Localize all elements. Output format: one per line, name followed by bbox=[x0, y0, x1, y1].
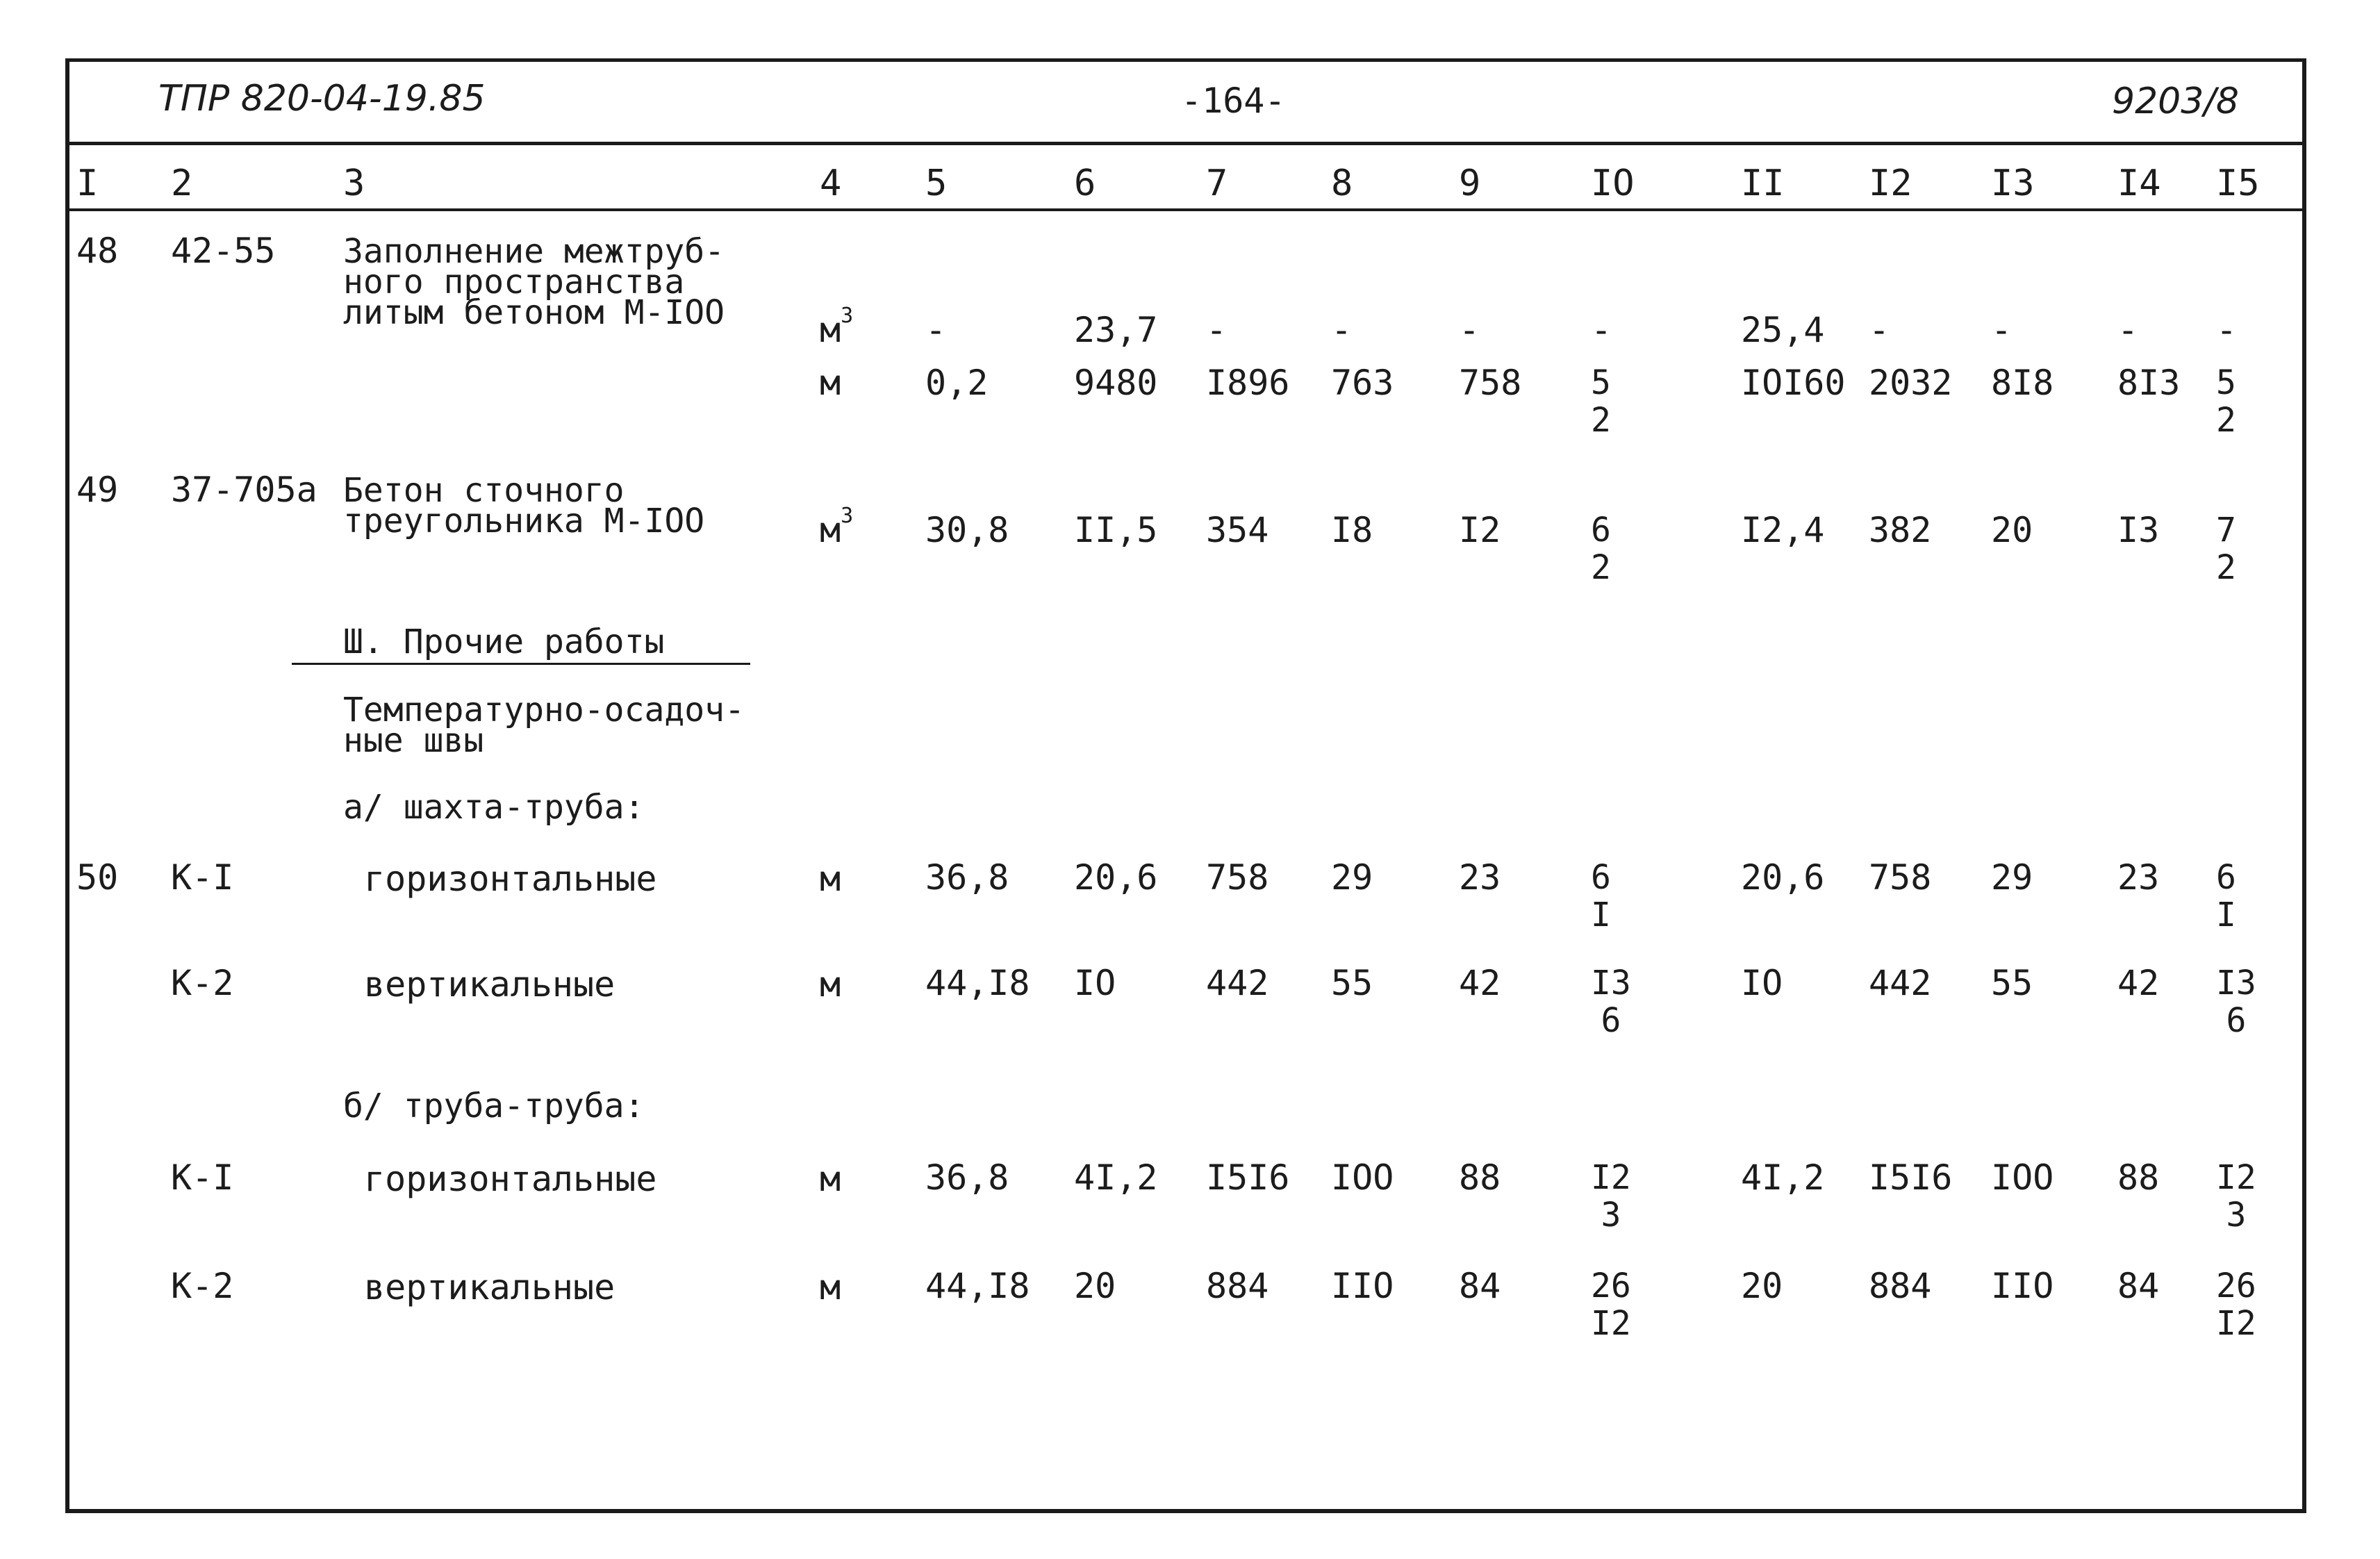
row-description: Заполнение межтруб- ного пространства литым бетоном М-IOO bbox=[343, 232, 725, 332]
value-cell-c10: 6 I bbox=[1591, 858, 1611, 934]
value-cell-c14: 84 bbox=[2117, 1266, 2160, 1306]
value-cell-c8: 763 bbox=[1331, 363, 1394, 403]
column-number: 4 bbox=[820, 163, 842, 204]
value-cell-c11: I2,4 bbox=[1741, 510, 1825, 550]
value-cell-c7: - bbox=[1206, 310, 1228, 350]
value-cell-c12: 382 bbox=[1869, 510, 1932, 550]
sheet-code: 9203/8 bbox=[2112, 81, 2239, 122]
column-header-rule bbox=[65, 208, 2306, 211]
value-cell-c5: 36,8 bbox=[925, 1157, 1009, 1198]
value-cell-c7: 758 bbox=[1206, 857, 1269, 898]
value-cell-c5: 44,I8 bbox=[925, 1266, 1030, 1306]
value-cell-c15: I2 3 bbox=[2216, 1158, 2256, 1235]
unit-cell bbox=[820, 504, 854, 550]
column-number: IO bbox=[1591, 163, 1635, 204]
value-cell-c8: 29 bbox=[1331, 857, 1373, 898]
value-cell-c9: 42 bbox=[1459, 963, 1501, 1003]
value-cell-c5: 30,8 bbox=[925, 510, 1009, 550]
value-cell-c10: I2 3 bbox=[1591, 1158, 1631, 1235]
value-cell-c9: 23 bbox=[1459, 857, 1501, 898]
value-cell-c15: 5 2 bbox=[2216, 363, 2236, 440]
value-cell-c8: 55 bbox=[1331, 963, 1373, 1003]
value-cell-c9: - bbox=[1459, 310, 1480, 350]
value-cell-c12: I5I6 bbox=[1869, 1157, 1953, 1198]
value-cell-c13: - bbox=[1991, 310, 2013, 350]
value-cell-c5: - bbox=[925, 310, 947, 350]
value-cell-c5: 0,2 bbox=[925, 363, 989, 403]
row-code: К-I bbox=[171, 1157, 234, 1198]
value-cell-c10: 6 2 bbox=[1591, 511, 1611, 587]
value-cell-c6: 20 bbox=[1074, 1266, 1116, 1306]
value-cell-c14: 88 bbox=[2117, 1157, 2160, 1198]
group-b-title: б/ труба-труба: bbox=[343, 1087, 645, 1125]
row-number: 49 bbox=[76, 470, 119, 510]
document-code: ТПР 820-04-19.85 bbox=[158, 78, 486, 119]
column-number: 3 bbox=[343, 163, 365, 204]
value-cell-c15: 7 2 bbox=[2216, 511, 2236, 587]
value-cell-c9: 758 bbox=[1459, 363, 1522, 403]
value-cell-c5: 44,I8 bbox=[925, 963, 1030, 1003]
value-cell-c15: 6 I bbox=[2216, 858, 2236, 934]
value-cell-c11: 20 bbox=[1741, 1266, 1783, 1306]
value-cell-c14: 8I3 bbox=[2117, 363, 2181, 403]
row-description: Бетон сточного треугольника М-IOO bbox=[343, 471, 705, 541]
unit-cell bbox=[820, 964, 841, 1005]
value-cell-c8: I8 bbox=[1331, 510, 1373, 550]
section-title: Ш. Прочие работы bbox=[343, 622, 665, 661]
value-cell-c10: I3 6 bbox=[1591, 964, 1631, 1040]
value-cell-c11: 4I,2 bbox=[1741, 1157, 1825, 1198]
row-description: вертикальные bbox=[364, 1267, 615, 1308]
column-number: 7 bbox=[1206, 163, 1228, 204]
column-number: 5 bbox=[925, 163, 948, 204]
value-cell-c10: 26 I2 bbox=[1591, 1267, 1631, 1343]
column-number: I3 bbox=[1991, 163, 2035, 204]
header-rule bbox=[65, 142, 2306, 145]
row-description: вертикальные bbox=[364, 964, 615, 1005]
value-cell-c8: IIO bbox=[1331, 1266, 1394, 1306]
value-cell-c14: - bbox=[2117, 310, 2139, 350]
value-cell-c8: IOO bbox=[1331, 1157, 1394, 1198]
value-cell-c13: 20 bbox=[1991, 510, 2033, 550]
unit-cell bbox=[820, 363, 841, 403]
value-cell-c6: 9480 bbox=[1074, 363, 1158, 403]
column-number: 9 bbox=[1459, 163, 1481, 204]
value-cell-c15: - bbox=[2216, 310, 2238, 350]
value-cell-c12: 2032 bbox=[1869, 363, 1953, 403]
row-description: горизонтальные bbox=[364, 859, 657, 899]
unit-text: м bbox=[820, 964, 841, 1005]
row-number: 50 bbox=[76, 857, 119, 898]
value-cell-c6: II,5 bbox=[1074, 510, 1158, 550]
value-cell-c7: I896 bbox=[1206, 363, 1290, 403]
unit-text: м bbox=[820, 310, 841, 350]
unit-text: м bbox=[820, 1159, 841, 1199]
row-code: К-I bbox=[171, 857, 234, 898]
value-cell-c5: 36,8 bbox=[925, 857, 1009, 898]
value-cell-c9: I2 bbox=[1459, 510, 1501, 550]
column-number: II bbox=[1741, 163, 1785, 204]
value-cell-c13: IIO bbox=[1991, 1266, 2054, 1306]
value-cell-c7: I5I6 bbox=[1206, 1157, 1290, 1198]
value-cell-c12: 442 bbox=[1869, 963, 1932, 1003]
unit-cell bbox=[820, 1159, 841, 1199]
value-cell-c7: 442 bbox=[1206, 963, 1269, 1003]
value-cell-c14: 42 bbox=[2117, 963, 2160, 1003]
value-cell-c6: 4I,2 bbox=[1074, 1157, 1158, 1198]
value-cell-c13: IOO bbox=[1991, 1157, 2054, 1198]
unit-text: м bbox=[820, 859, 841, 899]
value-cell-c14: 23 bbox=[2117, 857, 2160, 898]
value-cell-c12: - bbox=[1869, 310, 1890, 350]
group-a-title: а/ шахта-труба: bbox=[343, 788, 645, 827]
value-cell-c11: 25,4 bbox=[1741, 310, 1825, 350]
value-cell-c15: I3 6 bbox=[2216, 964, 2256, 1040]
section-title-underline bbox=[292, 663, 750, 665]
unit-cell bbox=[820, 1267, 841, 1308]
value-cell-c15: 26 I2 bbox=[2216, 1267, 2256, 1343]
unit-superscript: 3 bbox=[841, 504, 854, 528]
column-number: 2 bbox=[171, 163, 193, 204]
page-number: -164- bbox=[1181, 81, 1286, 121]
value-cell-c8: - bbox=[1331, 310, 1353, 350]
value-cell-c11: IOI60 bbox=[1741, 363, 1846, 403]
column-number: 6 bbox=[1074, 163, 1096, 204]
row-code: К-2 bbox=[171, 1266, 234, 1306]
column-number: I4 bbox=[2117, 163, 2161, 204]
value-cell-c7: 884 bbox=[1206, 1266, 1269, 1306]
value-cell-c10: 5 2 bbox=[1591, 363, 1611, 440]
value-cell-c11: 20,6 bbox=[1741, 857, 1825, 898]
row-number: 48 bbox=[76, 231, 119, 271]
row-description: горизонтальные bbox=[364, 1159, 657, 1199]
column-number: 8 bbox=[1331, 163, 1353, 204]
unit-text: м bbox=[820, 363, 841, 403]
row-code: 37-705а bbox=[171, 470, 317, 510]
value-cell-c9: 88 bbox=[1459, 1157, 1501, 1198]
value-cell-c12: 884 bbox=[1869, 1266, 1932, 1306]
unit-text: м bbox=[820, 510, 841, 550]
value-cell-c6: 23,7 bbox=[1074, 310, 1158, 350]
column-number: I bbox=[76, 163, 99, 204]
value-cell-c13: 55 bbox=[1991, 963, 2033, 1003]
value-cell-c10: - bbox=[1591, 310, 1612, 350]
unit-cell bbox=[820, 859, 841, 899]
unit-superscript: 3 bbox=[841, 304, 854, 328]
unit-cell bbox=[820, 304, 854, 350]
value-cell-c14: I3 bbox=[2117, 510, 2160, 550]
value-cell-c6: IO bbox=[1074, 963, 1116, 1003]
value-cell-c13: 29 bbox=[1991, 857, 2033, 898]
column-number: I2 bbox=[1869, 163, 1912, 204]
unit-text: м bbox=[820, 1267, 841, 1308]
row-code: 42-55 bbox=[171, 231, 276, 271]
value-cell-c6: 20,6 bbox=[1074, 857, 1158, 898]
value-cell-c13: 8I8 bbox=[1991, 363, 2054, 403]
row-code: К-2 bbox=[171, 963, 234, 1003]
subsection-title: Температурно-осадоч- ные швы bbox=[343, 691, 745, 760]
value-cell-c7: 354 bbox=[1206, 510, 1269, 550]
column-number: I5 bbox=[2216, 163, 2260, 204]
value-cell-c9: 84 bbox=[1459, 1266, 1501, 1306]
value-cell-c11: IO bbox=[1741, 963, 1783, 1003]
value-cell-c12: 758 bbox=[1869, 857, 1932, 898]
